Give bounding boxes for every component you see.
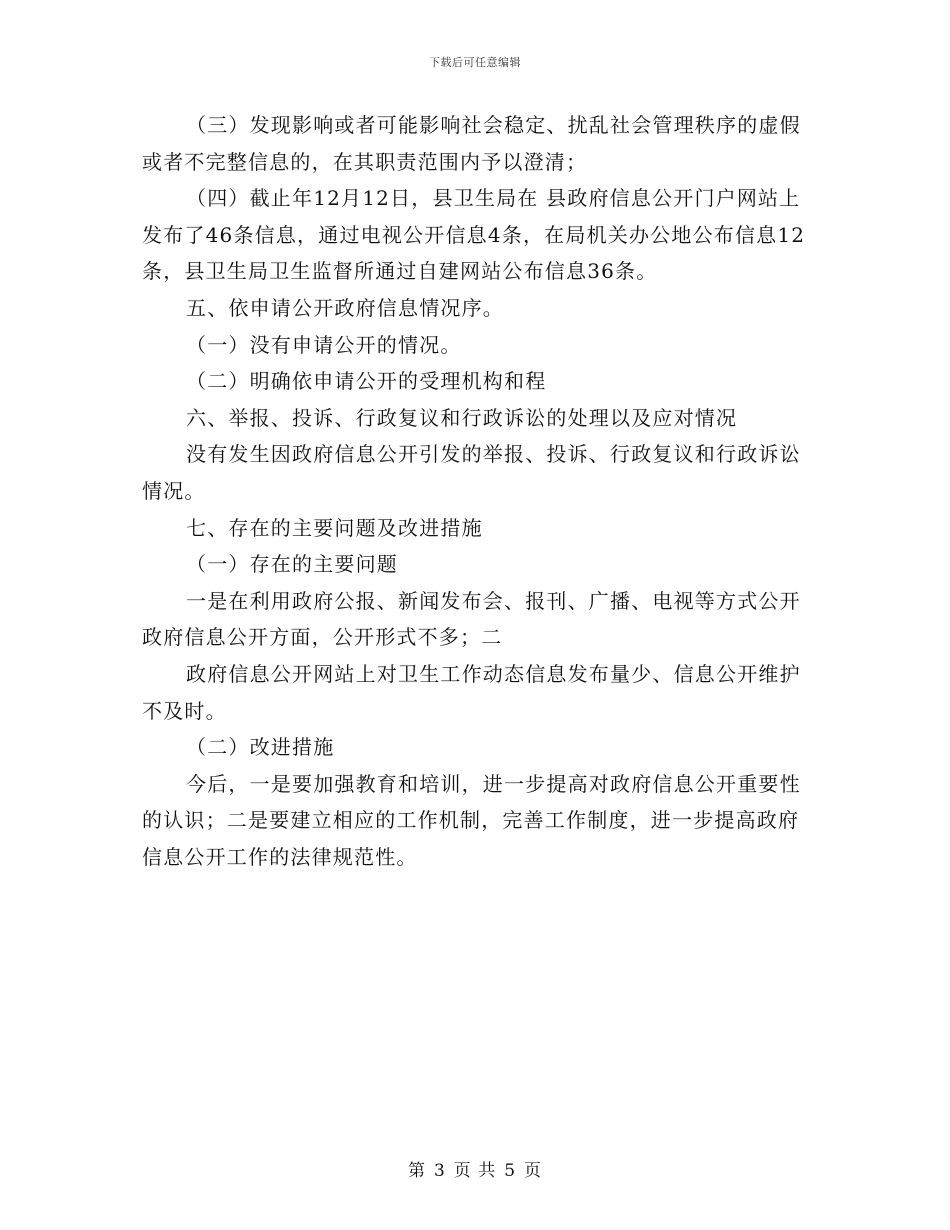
measures-paragraph: 今后，一是要加强教育和培训，进一步提高对政府信息公开重要性的认识；二是要建立相应的工作机制，完善工作制度，进一步提高政府信息公开工作的法律规范性。	[142, 771, 801, 869]
paragraph-3: （三）发现影响或者可能影响社会稳定、扰乱社会管理秩序的虚假或者不完整信息的，在其职责范围内予以澄清；	[142, 113, 801, 174]
section-7-item-1: （一）存在的主要问题	[186, 552, 398, 577]
problems-paragraph-1: 一是在利用政府公报、新闻发布会、报刊、广播、电视等方式公开政府信息公开方面，公开形式不多；二	[142, 588, 801, 650]
section-7-item-2: （二）改进措施	[186, 735, 335, 760]
section-6-body: 没有发生因政府信息公开引发的举报、投诉、行政复议和行政诉讼情况。	[142, 442, 801, 503]
section-5-item-1: （一）没有申请公开的情况。	[186, 332, 462, 357]
section-7-heading: 七、存在的主要问题及改进措施	[186, 515, 483, 540]
footer-page-number: 3	[433, 1161, 446, 1181]
footer-mid: 页 共	[453, 1161, 497, 1181]
paragraph-4: （四）截止年12月12日，县卫生局在 县政府信息公开门户网站上发布了46条信息，通过电视公开信息4条，在局机关办公地公布信息12条，县卫生局卫生监督所通过自建网站公布信息36条。	[142, 186, 806, 284]
section-6-heading: 六、举报、投诉、行政复议和行政诉讼的处理以及应对情况	[186, 405, 738, 430]
footer-total-pages: 5	[504, 1161, 517, 1181]
footer-suffix: 页	[524, 1161, 543, 1181]
page-footer	[0, 1156, 950, 1181]
header-note: 下载后可任意编辑	[429, 56, 521, 69]
section-5-item-2: （二）明确依申请公开的受理机构和程	[186, 369, 547, 394]
section-5-heading: 五、依申请公开政府信息情况序。	[186, 295, 504, 320]
footer-prefix: 第	[407, 1161, 426, 1181]
document-body	[142, 107, 806, 875]
problems-paragraph-2: 政府信息公开网站上对卫生工作动态信息发布量少、信息公开维护不及时。	[142, 661, 801, 723]
